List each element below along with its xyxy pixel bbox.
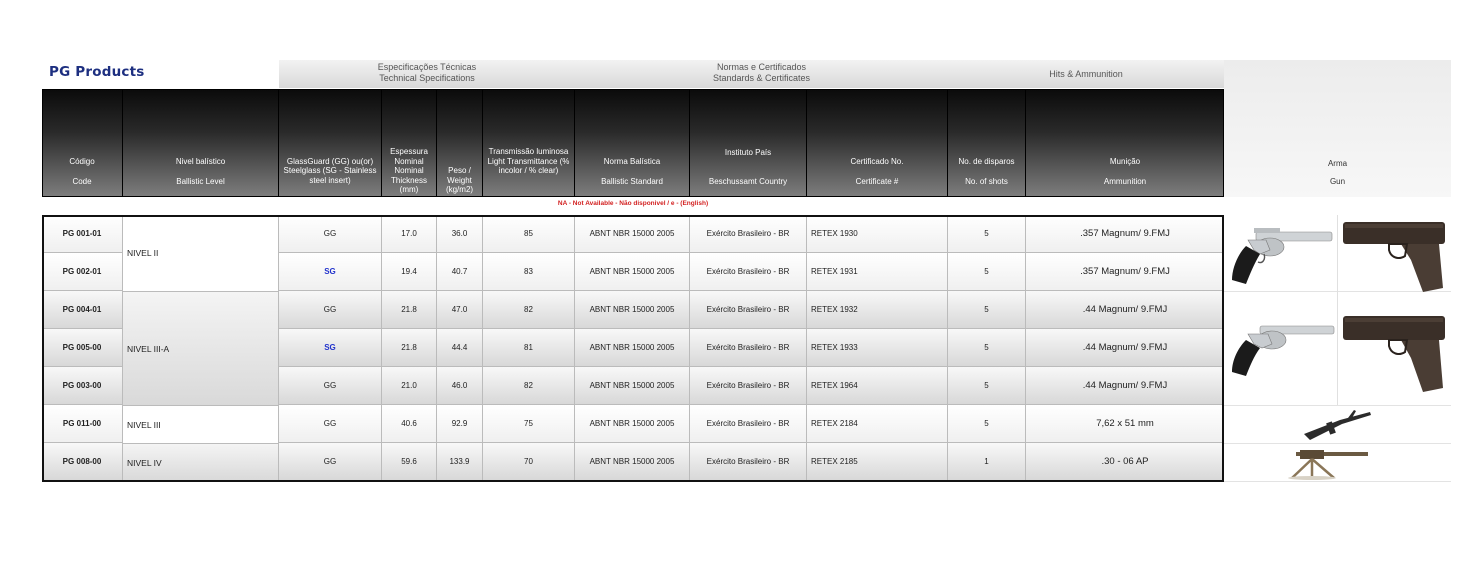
- cell-code: PG 008-00: [42, 443, 123, 481]
- cell-certificate: RETEX 1964: [807, 367, 948, 405]
- header-ballistic-standard-pt: Norma Balística: [603, 157, 661, 166]
- header-light-transmittance: [483, 89, 575, 197]
- cell-glass-type: GG: [279, 215, 382, 253]
- cell-light-transmittance: 82: [483, 291, 575, 329]
- cell-ballistic-standard: ABNT NBR 15000 2005: [575, 367, 690, 405]
- cell-ammunition: .44 Magnum/ 9.FMJ: [1026, 367, 1224, 405]
- cell-weight: 44.4: [437, 329, 483, 367]
- cell-code: PG 005-00: [42, 329, 123, 367]
- cell-ammunition: .357 Magnum/ 9.FMJ: [1026, 253, 1224, 291]
- cell-institute: Exército Brasileiro - BR: [690, 291, 807, 329]
- cell-ammunition: .44 Magnum/ 9.FMJ: [1026, 329, 1224, 367]
- header-institute-pt: Instituto País: [724, 148, 772, 157]
- cell-institute: Exército Brasileiro - BR: [690, 367, 807, 405]
- header-shots: [948, 89, 1026, 197]
- header-ammunition-en: Ammunition: [1103, 177, 1147, 186]
- cell-light-transmittance: 85: [483, 215, 575, 253]
- header-level-en: Ballistic Level: [176, 177, 225, 186]
- level-nivel-iii: NIVEL III: [123, 406, 279, 444]
- cell-shots: 5: [948, 291, 1026, 329]
- cell-ammunition: .44 Magnum/ 9.FMJ: [1026, 291, 1224, 329]
- group-standards-en: Standards & Certificates: [712, 73, 811, 83]
- cell-certificate: RETEX 2184: [807, 405, 948, 443]
- cell-weight: 46.0: [437, 367, 483, 405]
- header-thickness: [382, 89, 437, 197]
- cell-institute: Exército Brasileiro - BR: [690, 443, 807, 481]
- cell-code: PG 003-00: [42, 367, 123, 405]
- header-gun: [1224, 89, 1451, 197]
- cell-weight: 36.0: [437, 215, 483, 253]
- header-code-en: Code: [72, 177, 92, 186]
- cell-weight: 40.7: [437, 253, 483, 291]
- cell-shots: 5: [948, 405, 1026, 443]
- cell-thickness: 21.8: [382, 329, 437, 367]
- cell-thickness: 21.0: [382, 367, 437, 405]
- header-glass-type: [279, 89, 382, 197]
- header-ammunition-pt: Munição: [1109, 157, 1141, 166]
- image-divider: [1337, 215, 1338, 405]
- group-technical: [279, 62, 575, 84]
- cell-weight: 133.9: [437, 443, 483, 481]
- cell-ballistic-standard: ABNT NBR 15000 2005: [575, 405, 690, 443]
- cell-ballistic-standard: ABNT NBR 15000 2005: [575, 253, 690, 291]
- header-weight: [437, 89, 483, 197]
- pistol-icon: [1339, 214, 1449, 294]
- cell-thickness: 40.6: [382, 405, 437, 443]
- cell-thickness: 21.8: [382, 291, 437, 329]
- header-gun-en: Gun: [1329, 177, 1346, 186]
- revolver-icon: [1226, 318, 1336, 382]
- cell-light-transmittance: 83: [483, 253, 575, 291]
- header-certificate: [807, 89, 948, 197]
- header-code-pt: Código: [69, 157, 95, 166]
- cell-shots: 5: [948, 329, 1026, 367]
- product-table-frame: [42, 215, 1224, 482]
- cell-thickness: 59.6: [382, 443, 437, 481]
- revolver-icon: [1226, 220, 1336, 290]
- group-standards-pt: Normas e Certificados: [716, 62, 807, 72]
- cell-code: PG 011-00: [42, 405, 123, 443]
- cell-shots: 5: [948, 215, 1026, 253]
- header-certificate-pt: Certificado No.: [850, 157, 904, 166]
- header-ammunition: [1026, 89, 1224, 197]
- rifle-icon: [1300, 408, 1374, 442]
- header-institute: [690, 89, 807, 197]
- header-glass-type-pt: GlassGuard (GG) ou(or) Steelglass (SG - Stainless steel insert): [283, 156, 377, 185]
- cell-weight: 92.9: [437, 405, 483, 443]
- header-level: [123, 89, 279, 197]
- machine-gun-icon: [1282, 446, 1372, 480]
- cell-code: PG 004-01: [42, 291, 123, 329]
- cell-light-transmittance: 75: [483, 405, 575, 443]
- cell-certificate: RETEX 1931: [807, 253, 948, 291]
- header-light-transmittance-pt: Transmissão luminosa Light Transmittance (% incolor / % clear): [487, 147, 570, 175]
- cell-shots: 1: [948, 443, 1026, 481]
- na-note: NA - Not Available - Não disponivel / e - (English): [557, 200, 709, 207]
- cell-institute: Exército Brasileiro - BR: [690, 405, 807, 443]
- group-technical-pt: Especificações Técnicas: [377, 62, 477, 72]
- level-nivel-iv: NIVEL IV: [123, 444, 279, 482]
- cell-certificate: RETEX 1933: [807, 329, 948, 367]
- header-gun-pt: Arma: [1327, 159, 1348, 168]
- cell-institute: Exército Brasileiro - BR: [690, 253, 807, 291]
- cell-light-transmittance: 82: [483, 367, 575, 405]
- header-thickness-pt: Espessura Nominal Nominal Thickness (mm): [390, 147, 428, 194]
- page-title: PG Products: [49, 64, 145, 80]
- cell-thickness: 17.0: [382, 215, 437, 253]
- cell-institute: Exército Brasileiro - BR: [690, 329, 807, 367]
- cell-shots: 5: [948, 253, 1026, 291]
- cell-certificate: RETEX 1930: [807, 215, 948, 253]
- pistol-icon: [1339, 306, 1449, 394]
- cell-glass-type: SG: [279, 329, 382, 367]
- cell-light-transmittance: 70: [483, 443, 575, 481]
- cell-weight: 47.0: [437, 291, 483, 329]
- header-code: [42, 89, 123, 197]
- cell-certificate: RETEX 2185: [807, 443, 948, 481]
- cell-glass-type: GG: [279, 291, 382, 329]
- cell-ammunition: 7,62 x 51 mm: [1026, 405, 1224, 443]
- cell-ballistic-standard: ABNT NBR 15000 2005: [575, 291, 690, 329]
- cell-ballistic-standard: ABNT NBR 15000 2005: [575, 329, 690, 367]
- group-standards: [575, 62, 948, 84]
- cell-shots: 5: [948, 367, 1026, 405]
- header-shots-en: No. of shots: [965, 177, 1008, 186]
- cell-thickness: 19.4: [382, 253, 437, 291]
- cell-code: PG 001-01: [42, 215, 123, 253]
- cell-ballistic-standard: ABNT NBR 15000 2005: [575, 215, 690, 253]
- cell-glass-type: GG: [279, 405, 382, 443]
- header-level-pt: Nivel balístico: [175, 157, 226, 166]
- level-nivel-ii: NIVEL II: [123, 215, 279, 292]
- cell-ammunition: .357 Magnum/ 9.FMJ: [1026, 215, 1224, 253]
- cell-ballistic-standard: ABNT NBR 15000 2005: [575, 443, 690, 481]
- cell-code: PG 002-01: [42, 253, 123, 291]
- group-hits: Hits & Ammunition: [1049, 69, 1123, 79]
- header-certificate-en: Certificate #: [855, 177, 899, 186]
- cell-glass-type: GG: [279, 367, 382, 405]
- header-shots-pt: No. de disparos: [958, 157, 1015, 166]
- cell-certificate: RETEX 1932: [807, 291, 948, 329]
- header-ballistic-standard-en: Ballistic Standard: [601, 177, 663, 186]
- group-technical-en: Technical Specifications: [379, 73, 475, 83]
- cell-ammunition: .30 - 06 AP: [1026, 443, 1224, 481]
- cell-institute: Exército Brasileiro - BR: [690, 215, 807, 253]
- header-ballistic-standard: [575, 89, 690, 197]
- header-institute-en: Beschussamt Country: [708, 177, 788, 186]
- cell-light-transmittance: 81: [483, 329, 575, 367]
- cell-glass-type: SG: [279, 253, 382, 291]
- header-weight-pt: Peso / Weight (kg/m2): [445, 166, 474, 194]
- cell-glass-type: GG: [279, 443, 382, 481]
- level-nivel-iii-a: NIVEL III-A: [123, 292, 279, 406]
